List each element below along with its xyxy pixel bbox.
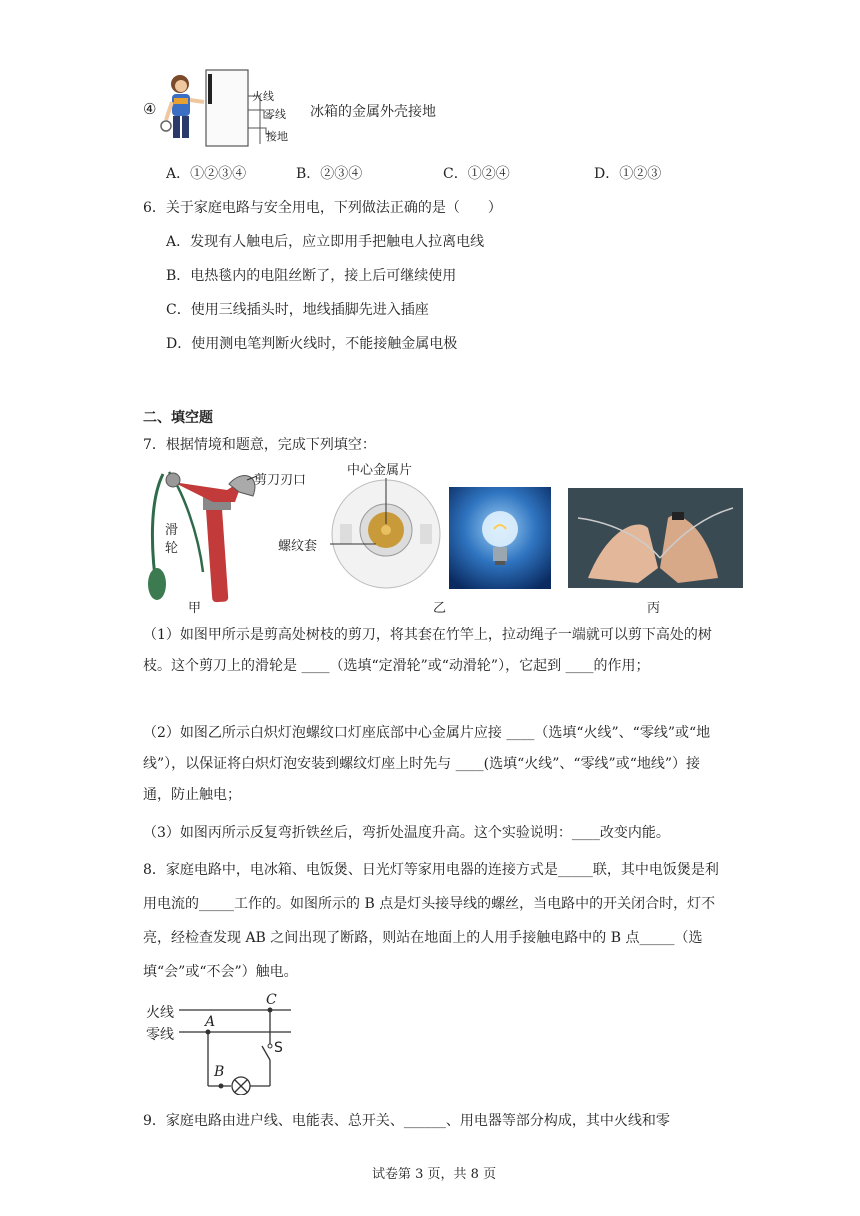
circuit-label-b: B — [214, 1064, 225, 1080]
caption-bing: 丙 — [647, 601, 661, 616]
q7-stem: 7．根据情境和题意，完成下列填空： — [143, 437, 376, 453]
q9-text: 9．家庭电路由进户线、电能表、总开关、______、用电器等部分构成，其中火线和零 — [143, 1113, 670, 1129]
label-thread: 螺纹套 — [278, 539, 318, 554]
q8-text: 8．家庭电路中，电冰箱、电饭煲、日光灯等家用电器的连接方式是_____联，其中电饭煲是利用电流的_____工作的。如图所示的 B 点是灯头接导线的螺丝，当电路中的开关闭合时，灯不亮，经检查发现 AB 之间出现了断路，则站在地面上的人用手接触电路中的 B 点_____（选填“会”或“不会”）触电。 — [143, 862, 719, 980]
page-footer: 试卷第 3 页，共 8 页 — [372, 1167, 497, 1182]
q7-part1: （1）如图甲所示是剪高处树枝的剪刀，将其套在竹竿上，拉动绳子一端就可以剪下高处的树枝。这个剪刀上的滑轮是 ____（选填“定滑轮”或“动滑轮”），它起到 ____的作用； — [143, 627, 712, 674]
q5-option-a: A．①②③④ — [166, 166, 247, 182]
circuit-label-c: C — [266, 992, 277, 1008]
caption-jia: 甲 — [188, 601, 202, 616]
label-neutral: 零线 — [264, 108, 286, 121]
q5-option-b: B．②③④ — [296, 166, 363, 182]
circuit-label-live: 火线 — [146, 1005, 174, 1021]
q6-option-d: D．使用测电笔判断火线时，不能接触金属电极 — [166, 336, 458, 352]
q6-stem: 6．关于家庭电路与安全用电，下列做法正确的是（ ） — [143, 200, 502, 216]
light-bulb-photo — [449, 487, 551, 589]
q5-option-d: D．①②③ — [594, 166, 662, 182]
label-pulley: 滑 轮 — [165, 523, 179, 556]
label-live: 火线 — [252, 90, 274, 103]
circuit-label-neutral: 零线 — [146, 1027, 174, 1043]
label-blade: 剪刀刃口 — [254, 473, 307, 488]
q7-part2: （2）如图乙所示白炽灯泡螺纹口灯座底部中心金属片应接 ____（选填“火线”、“零线”或“地线”），以保证将白炽灯泡安装到螺纹灯座上时先与 ____(选填“火线”、“零线”或“地线”）接通，防止触电； — [143, 725, 711, 803]
item4-text: 冰箱的金属外壳接地 — [310, 104, 436, 120]
q6-option-b: B．电热毯内的电阻丝断了，接上后可继续使用 — [166, 268, 457, 284]
q6-option-c: C．使用三线插头时，地线插脚先进入插座 — [166, 302, 429, 318]
circuit-label-a: A — [205, 1014, 216, 1030]
q7-part3: （3）如图丙所示反复弯折铁丝后，弯折处温度升高。这个实验说明：____改变内能。 — [143, 825, 670, 841]
lamp-socket-figure — [330, 478, 442, 590]
label-center-metal: 中心金属片 — [347, 463, 413, 478]
caption-yi: 乙 — [433, 601, 447, 616]
item4-marker: ④ — [143, 100, 157, 118]
label-ground: 接地 — [266, 130, 288, 143]
section-title: 二、填空题 — [143, 410, 213, 426]
q6-option-a: A．发现有人触电后，应立即用手把触电人拉离电线 — [166, 234, 485, 250]
circuit-label-s: S — [274, 1040, 283, 1056]
q5-option-c: C．①②④ — [443, 166, 510, 182]
bending-wire-photo — [568, 488, 743, 588]
